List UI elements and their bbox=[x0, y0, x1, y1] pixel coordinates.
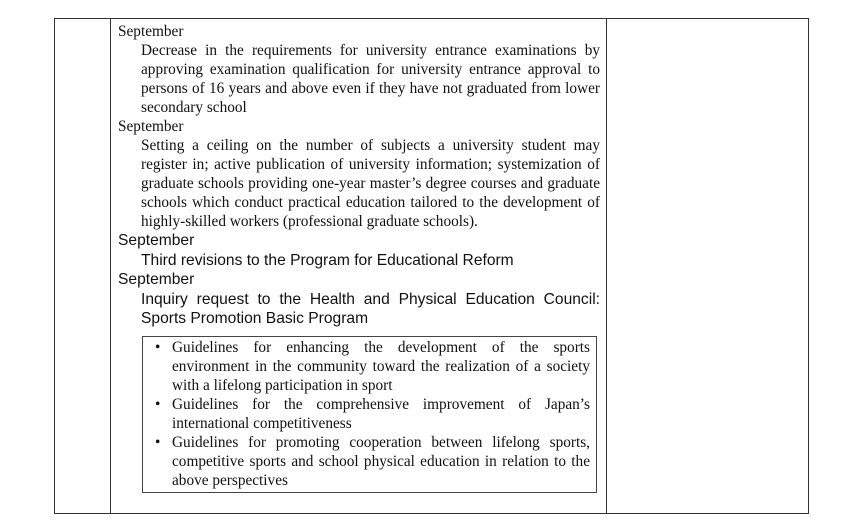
guideline-text: Guidelines for promoting cooperation between lifelong sports, competitive sports and school physical education in relation to the above perspectives bbox=[172, 433, 590, 489]
entry-2 bbox=[118, 117, 600, 231]
entry-text: Setting a ceiling on the number of subjects a university student may register in; active publication of university information; systemization of graduate schools providing one-year master’s degree courses and graduate schools which conduct practical education tailored to the development of highly-skilled workers (professional graduate schools). bbox=[141, 137, 600, 230]
bullet-icon: • bbox=[155, 338, 161, 356]
entry-month: September bbox=[118, 232, 195, 249]
main-cell bbox=[118, 22, 600, 493]
guidelines-list bbox=[153, 338, 590, 490]
entry-month: September bbox=[118, 23, 184, 40]
right-column bbox=[606, 19, 808, 513]
entry-text: Decrease in the requirements for university entrance examinations by approving examination qualification for university entrance approval to persons of 16 years and above even if they have not graduated from lower secondary school bbox=[141, 42, 600, 116]
entry-month: September bbox=[118, 271, 195, 288]
guidelines-box bbox=[142, 336, 597, 493]
bullet-icon: • bbox=[155, 395, 161, 413]
list-item bbox=[153, 433, 590, 490]
entry-text: Inquiry request to the Health and Physical Education Council: Sports Promotion Basic Program bbox=[141, 290, 600, 327]
guideline-text: Guidelines for enhancing the development of the sports environment in the community toward the realization of a society with a lifelong participation in sport bbox=[172, 338, 590, 394]
document-table bbox=[54, 18, 809, 514]
list-item bbox=[153, 395, 590, 433]
entry-1 bbox=[118, 22, 600, 117]
entry-text: Third revisions to the Program for Educational Reform bbox=[141, 251, 514, 269]
bullet-icon: • bbox=[155, 433, 161, 451]
guideline-text: Guidelines for the comprehensive improvement of Japan’s international competitiveness bbox=[172, 395, 590, 432]
list-item bbox=[153, 338, 590, 395]
entry-4 bbox=[118, 270, 600, 329]
entry-3 bbox=[118, 231, 600, 270]
left-column bbox=[55, 19, 111, 513]
entry-month: September bbox=[118, 118, 184, 135]
